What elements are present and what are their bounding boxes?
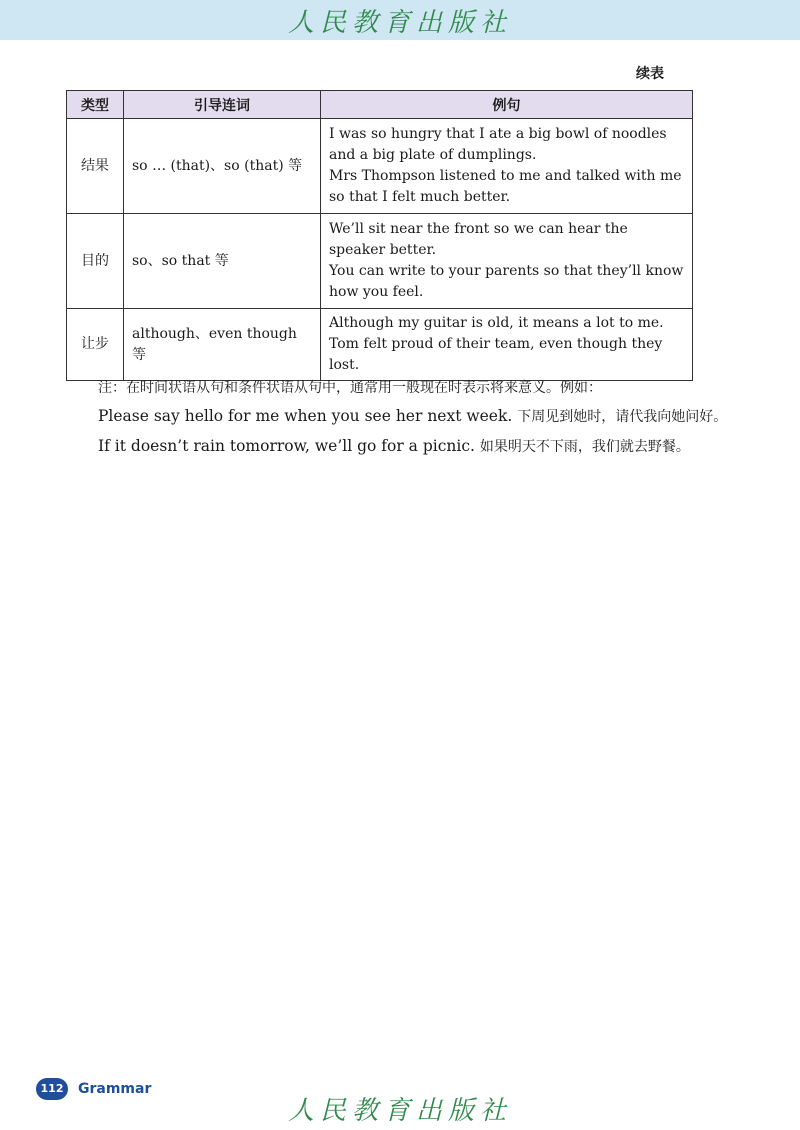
table-row	[67, 119, 693, 214]
type-cell: 结果	[67, 119, 124, 214]
continued-label: 续表	[636, 66, 664, 82]
example-cell	[321, 309, 693, 381]
grammar-note: 注：在时间状语从句和条件状语从句中，通常用一般现在时表示将来意义。例如：	[98, 380, 602, 396]
page-number-badge: 112	[36, 1078, 68, 1100]
table-header-row	[67, 91, 693, 119]
conjunction-cell: although、even though 等	[124, 309, 321, 381]
table-row	[67, 309, 693, 381]
example-sentence: We’ll sit near the front so we can hear the speaker better.	[329, 221, 628, 258]
example-sentence: Mrs Thompson listened to me and talked with me so that I felt much better.	[329, 168, 682, 205]
example-english: Please say hello for me when you see her next week.	[98, 407, 513, 425]
example-line	[98, 406, 727, 426]
publisher-logo: 人民教育出版社	[287, 8, 512, 38]
example-sentence: Although my guitar is old, it means a lot to me.	[329, 315, 664, 331]
conjunction-cell: so、so that 等	[124, 214, 321, 309]
example-line	[98, 436, 690, 456]
example-sentence: I was so hungry that I ate a big bowl of noodles and a big plate of dumplings.	[329, 126, 667, 163]
publisher-logo-footer: 人民教育出版社	[287, 1096, 512, 1126]
example-sentence: You can write to your parents so that they’ll know how you feel.	[329, 263, 684, 300]
type-cell: 让步	[67, 309, 124, 381]
example-sentence: Tom felt proud of their team, even though they lost.	[329, 336, 663, 373]
example-cell	[321, 119, 693, 214]
header-type: 类型	[67, 91, 124, 119]
type-cell: 目的	[67, 214, 124, 309]
header-conjunction: 引导连词	[124, 91, 321, 119]
example-chinese: 下周见到她时，请代我向她问好。	[517, 409, 728, 425]
grammar-table	[66, 90, 693, 381]
table-row	[67, 214, 693, 309]
example-english: If it doesn’t rain tomorrow, we’ll go for a picnic.	[98, 437, 475, 455]
header-example: 例句	[321, 91, 693, 119]
conjunction-cell: so … (that)、so (that) 等	[124, 119, 321, 214]
section-label: Grammar	[78, 1081, 152, 1097]
example-chinese: 如果明天不下雨，我们就去野餐。	[479, 439, 690, 455]
example-cell	[321, 214, 693, 309]
